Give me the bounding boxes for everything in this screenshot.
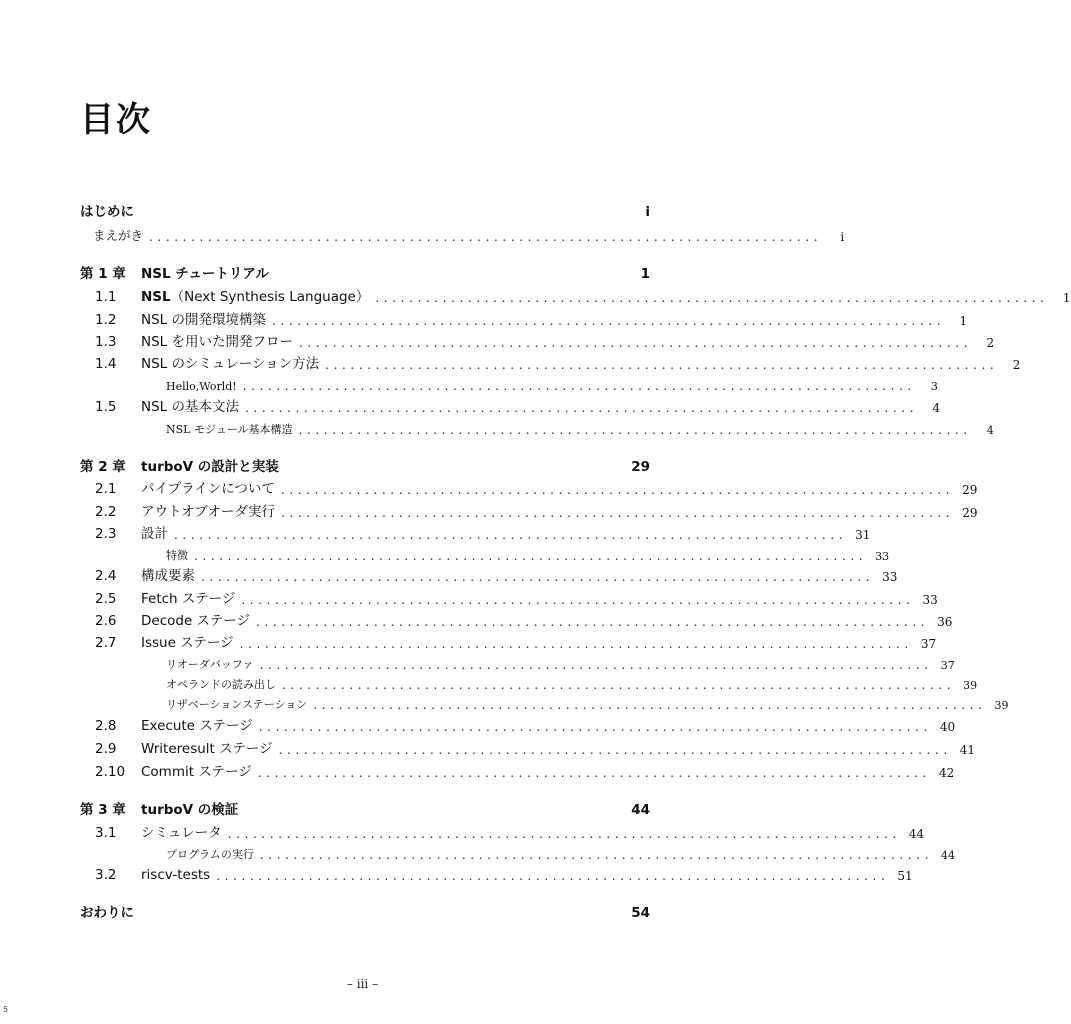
toc-title: NSL のシミュレーション方法 — [141, 356, 320, 372]
toc-page: 37 — [940, 659, 955, 672]
leader-dots: ................................................................................ — [280, 483, 955, 497]
toc-title: リザベーションステーション — [166, 698, 308, 711]
section-number: 2.10 — [95, 764, 126, 780]
toc-section-1-5[interactable] — [80, 395, 941, 415]
toc-title: はじめに — [80, 204, 134, 220]
toc-page: 39 — [963, 679, 978, 692]
toc-section-2-6[interactable] — [80, 609, 953, 629]
toc-section-1-1[interactable] — [80, 285, 1071, 305]
toc-page: 44 — [941, 849, 956, 862]
toc-title: NSL の開発環境構築 — [141, 312, 266, 328]
page-title: 目次 — [80, 100, 152, 140]
toc-chapter-epilogue[interactable] — [80, 901, 650, 921]
toc-title: プログラムの実行 — [166, 848, 254, 861]
toc-section-2-9[interactable] — [80, 737, 976, 757]
toc-title: turboV の設計と実装 — [141, 459, 279, 475]
section-number: 2.1 — [95, 481, 117, 497]
toc-title: オペランドの読み出し — [166, 678, 276, 691]
toc-section-2-5[interactable] — [80, 587, 938, 607]
section-number: 2.5 — [95, 591, 117, 607]
toc-title: パイプラインについて — [141, 481, 275, 497]
leader-dots: ................................................................................ — [256, 615, 930, 629]
toc-title: NSL の基本文法 — [141, 399, 239, 415]
leader-dots: ................................................................................ — [216, 869, 890, 883]
toc-section-2-7[interactable] — [80, 631, 937, 651]
toc-section-1-4[interactable] — [80, 352, 1021, 372]
leader-dots: ................................................................................ — [149, 230, 823, 244]
toc-title: Hello,World! — [166, 380, 237, 393]
toc-subsection-reservation-station[interactable] — [80, 692, 1009, 712]
toc-title: NSL チュートリアル — [141, 266, 269, 282]
toc-title: riscv-tests — [141, 867, 211, 883]
toc-entry-maegaki[interactable] — [80, 224, 845, 244]
toc-page: 40 — [939, 720, 956, 734]
toc-subsection-hello-world[interactable] — [80, 373, 938, 393]
leader-dots: ................................................................................ — [259, 848, 934, 862]
toc-page: 29 — [962, 506, 978, 520]
toc-section-2-8[interactable] — [80, 714, 956, 734]
title-bold-part: NSL — [141, 289, 171, 305]
toc-title: Decode ステージ — [141, 613, 251, 629]
page-footer: – iii – — [346, 977, 379, 991]
toc-page: 31 — [855, 528, 871, 542]
toc-page: 1 — [1062, 291, 1071, 305]
toc-section-2-10[interactable] — [80, 760, 955, 780]
leader-dots: ................................................................................ — [375, 291, 1049, 305]
toc-title: Fetch ステージ — [141, 591, 236, 607]
toc-page: 3 — [930, 380, 938, 393]
toc-title: Commit ステージ — [141, 764, 252, 780]
title-rest: （Next Synthesis Language） — [170, 289, 370, 305]
leader-dots: ................................................................................ — [241, 593, 915, 607]
toc-subsection-program-exec[interactable] — [80, 842, 956, 862]
toc-page: 42 — [938, 766, 955, 780]
leader-dots: ................................................................................ — [174, 528, 848, 542]
toc-page: 29 — [962, 483, 978, 497]
leader-dots: ................................................................................ — [239, 637, 913, 651]
toc-subsection-operand-read[interactable] — [80, 672, 978, 692]
toc-page: i — [645, 204, 650, 220]
leader-dots: ................................................................................ — [259, 658, 933, 672]
toc-page: 37 — [920, 637, 937, 651]
toc-title: アウトオブオーダ実行 — [141, 504, 276, 520]
toc-page: 44 — [908, 827, 925, 841]
leader-dots: ................................................................................ — [282, 678, 956, 692]
section-number: 2.7 — [95, 635, 117, 651]
toc-title — [141, 285, 369, 305]
leader-dots: ................................................................................ — [257, 766, 931, 780]
toc-title: おわりに — [80, 905, 134, 921]
toc-page: 39 — [994, 699, 1009, 712]
toc-chapter-1[interactable] — [80, 262, 650, 282]
toc-page: 29 — [631, 459, 650, 475]
section-number: 2.8 — [95, 718, 117, 734]
toc-section-1-3[interactable] — [80, 330, 995, 350]
toc-section-2-3[interactable] — [80, 522, 871, 542]
toc-page: 2 — [986, 336, 995, 350]
toc-subsection-nsl-module[interactable] — [80, 417, 994, 437]
toc-subsection-reorder-buffer[interactable] — [80, 652, 955, 672]
leader-dots: ................................................................................ — [242, 379, 916, 393]
toc-section-3-1[interactable] — [80, 821, 925, 841]
toc-page: 44 — [631, 802, 650, 818]
toc-title: まえがき — [93, 228, 144, 243]
toc-page: i — [840, 230, 845, 244]
toc-page: 4 — [932, 401, 941, 415]
toc-section-2-1[interactable] — [80, 477, 978, 497]
section-number: 3.2 — [95, 867, 117, 883]
leader-dots: ................................................................................ — [194, 549, 868, 563]
toc-section-2-4[interactable] — [80, 564, 898, 584]
toc-title: 特徴 — [166, 549, 188, 562]
section-number: 2.3 — [95, 526, 117, 542]
chapter-label: 第 2 章 — [80, 459, 126, 475]
leader-dots: ................................................................................ — [278, 743, 952, 757]
toc-title: シミュレータ — [141, 825, 222, 841]
leader-dots: ................................................................................ — [244, 401, 919, 415]
toc-title: NSL モジュール基本構造 — [166, 423, 293, 436]
section-number: 3.1 — [95, 825, 117, 841]
leader-dots: ................................................................................ — [298, 336, 973, 350]
toc-title: 構成要素 — [141, 568, 195, 584]
section-number: 1.4 — [95, 356, 117, 372]
toc-page: 33 — [922, 593, 938, 607]
toc-chapter-preface[interactable] — [80, 200, 650, 220]
chapter-label: 第 1 章 — [80, 266, 126, 282]
toc-page: 41 — [959, 743, 976, 757]
toc-page: 51 — [897, 869, 913, 883]
section-number: 1.1 — [95, 289, 117, 305]
toc-page: 4 — [986, 424, 994, 437]
toc-title: リオーダバッファ — [166, 658, 254, 671]
chapter-label: 第 3 章 — [80, 802, 126, 818]
section-number: 2.6 — [95, 613, 117, 629]
leader-dots: ................................................................................ — [271, 314, 946, 328]
toc-chapter-2[interactable] — [80, 455, 650, 475]
toc-page: 33 — [882, 570, 898, 584]
section-number: 1.2 — [95, 312, 117, 328]
section-number: 2.9 — [95, 741, 117, 757]
section-number: 1.5 — [95, 399, 117, 415]
toc-page: 54 — [631, 905, 650, 921]
leader-dots: ................................................................................ — [281, 506, 955, 520]
toc-page: 33 — [875, 550, 890, 563]
toc-page: 1 — [959, 314, 968, 328]
leader-dots: ................................................................................ — [313, 698, 987, 712]
toc-section-3-2[interactable] — [80, 863, 913, 883]
toc-page: 1 — [640, 266, 650, 282]
toc-title: NSL を用いた開発フロー — [141, 334, 293, 350]
toc-subsection-features[interactable] — [80, 543, 890, 563]
toc-section-1-2[interactable] — [80, 308, 968, 328]
leader-dots: ................................................................................ — [201, 570, 875, 584]
toc-title: Execute ステージ — [141, 718, 253, 734]
toc-title: 設計 — [141, 526, 168, 542]
toc-page: 2 — [1012, 358, 1021, 372]
toc-title: Issue ステージ — [141, 635, 234, 651]
leader-dots: ................................................................................ — [325, 358, 999, 372]
toc-title: turboV の検証 — [141, 802, 239, 818]
leader-dots: ................................................................................ — [227, 827, 901, 841]
section-number: 2.4 — [95, 568, 117, 584]
toc-chapter-3[interactable] — [80, 798, 650, 818]
section-number: 1.3 — [95, 334, 117, 350]
toc-title: Writeresult ステージ — [141, 741, 273, 757]
leader-dots: ................................................................................ — [258, 720, 932, 734]
section-number: 2.2 — [95, 504, 117, 520]
toc-section-2-2[interactable] — [80, 500, 978, 520]
margin-number: 5 — [3, 1005, 9, 1014]
leader-dots: ................................................................................ — [298, 423, 972, 437]
toc-page: 36 — [937, 615, 953, 629]
